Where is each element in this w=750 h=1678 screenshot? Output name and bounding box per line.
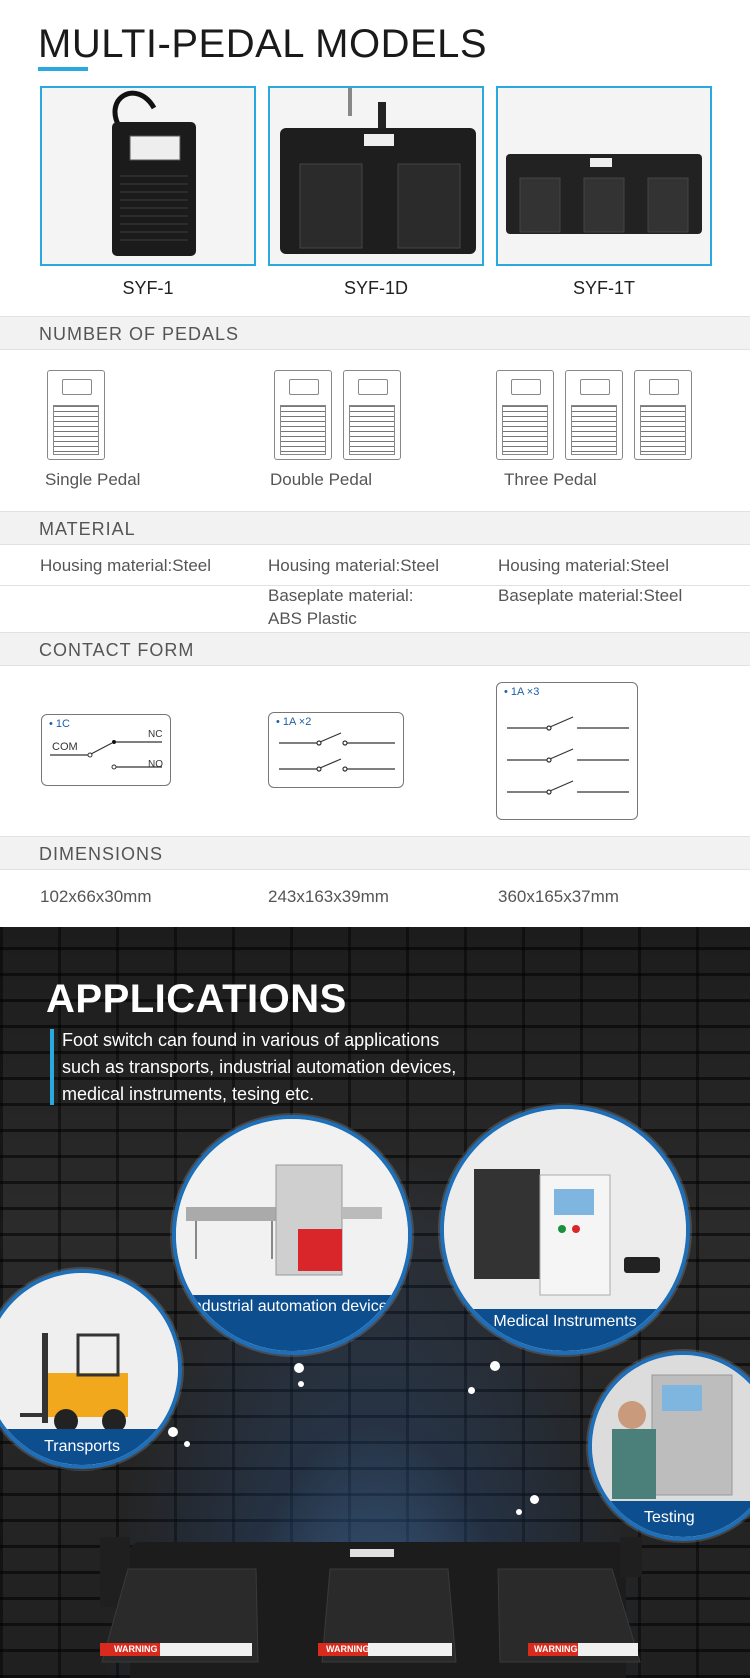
- contact-title-1a3: • 1A ×3: [504, 686, 540, 698]
- warning-label: WARNING: [114, 1644, 158, 1654]
- section-title-material: MATERIAL: [39, 519, 136, 539]
- housing-material-b: Housing material:Steel: [268, 556, 440, 575]
- section-title-dimensions: DIMENSIONS: [39, 844, 164, 864]
- section-title-contact: CONTACT FORM: [39, 640, 195, 660]
- pedal-icon: [274, 370, 332, 460]
- contact-title-1c: • 1C: [49, 718, 70, 730]
- pedal-icon: [565, 370, 623, 460]
- section-title-pedals: NUMBER OF PEDALS: [39, 324, 240, 344]
- warning-label: WARNING: [534, 1644, 578, 1654]
- application-label-testing: Testing: [592, 1501, 750, 1537]
- dimension-syf-1: 102x66x30mm: [40, 887, 152, 906]
- contact-diagram-1a3: [496, 682, 638, 820]
- housing-material-c: Housing material:Steel: [498, 556, 670, 575]
- switch-schematic-1c: [42, 715, 172, 787]
- page-title: MULTI-PEDAL MODELS: [38, 22, 488, 66]
- dimension-syf-1d: 243x163x39mm: [268, 887, 389, 906]
- section-header-contact: [0, 632, 750, 666]
- pedal-count-three: Three Pedal: [504, 470, 597, 489]
- pedal-icon: [343, 370, 401, 460]
- application-label-transports: Transports: [0, 1429, 178, 1465]
- pedal-icon: [634, 370, 692, 460]
- single-pedal-photo: [42, 88, 256, 266]
- contact-label-com: COM: [52, 741, 78, 753]
- application-label-industrial: Industrial automation devices: [176, 1295, 408, 1351]
- warning-label: WARNING: [326, 1644, 370, 1654]
- section-header-dimensions: [0, 836, 750, 870]
- pedal-count-double: Double Pedal: [270, 470, 373, 489]
- contact-title-1a2: • 1A ×2: [276, 716, 312, 728]
- baseplate-material-b-line2: ABS Plastic: [268, 609, 357, 628]
- model-label-syf-1t: SYF-1T: [572, 278, 635, 298]
- title-underline: [38, 67, 88, 71]
- applications-title: APPLICATIONS: [46, 977, 347, 1021]
- three-pedal-photo: [498, 88, 712, 266]
- baseplate-material-b-line1: Baseplate material:: [268, 586, 414, 605]
- model-image-syf-1: [40, 86, 256, 266]
- switch-schematic-1a3: [497, 683, 639, 821]
- double-pedal-photo: [270, 88, 484, 266]
- baseplate-material-c: Baseplate material:Steel: [498, 586, 683, 605]
- contact-label-no: NO: [148, 759, 163, 770]
- pedal-icon: [47, 370, 105, 460]
- model-image-syf-1d: [268, 86, 484, 266]
- applications-description: Foot switch can found in various of applications such as transports, industrial automation devices, medical instruments, tesing etc.: [62, 1030, 457, 1104]
- application-label-medical: Medical Instruments: [444, 1309, 686, 1351]
- section-header-pedals: [0, 316, 750, 350]
- contact-diagram-1c: [41, 714, 171, 786]
- model-image-syf-1t: [496, 86, 712, 266]
- pedal-count-single: Single Pedal: [45, 470, 141, 489]
- model-label-syf-1d: SYF-1D: [343, 278, 408, 298]
- model-label-syf-1: SYF-1: [122, 278, 174, 298]
- applications-section: [0, 927, 750, 1678]
- housing-material-a: Housing material:Steel: [40, 556, 212, 575]
- triple-pedal-product-photo: [0, 927, 750, 1678]
- pedal-icon: [496, 370, 554, 460]
- contact-diagram-1a2: [268, 712, 404, 788]
- dimension-syf-1t: 360x165x37mm: [498, 887, 619, 906]
- contact-label-nc: NC: [148, 729, 163, 740]
- switch-schematic-1a2: [269, 713, 405, 789]
- section-header-material: [0, 511, 750, 545]
